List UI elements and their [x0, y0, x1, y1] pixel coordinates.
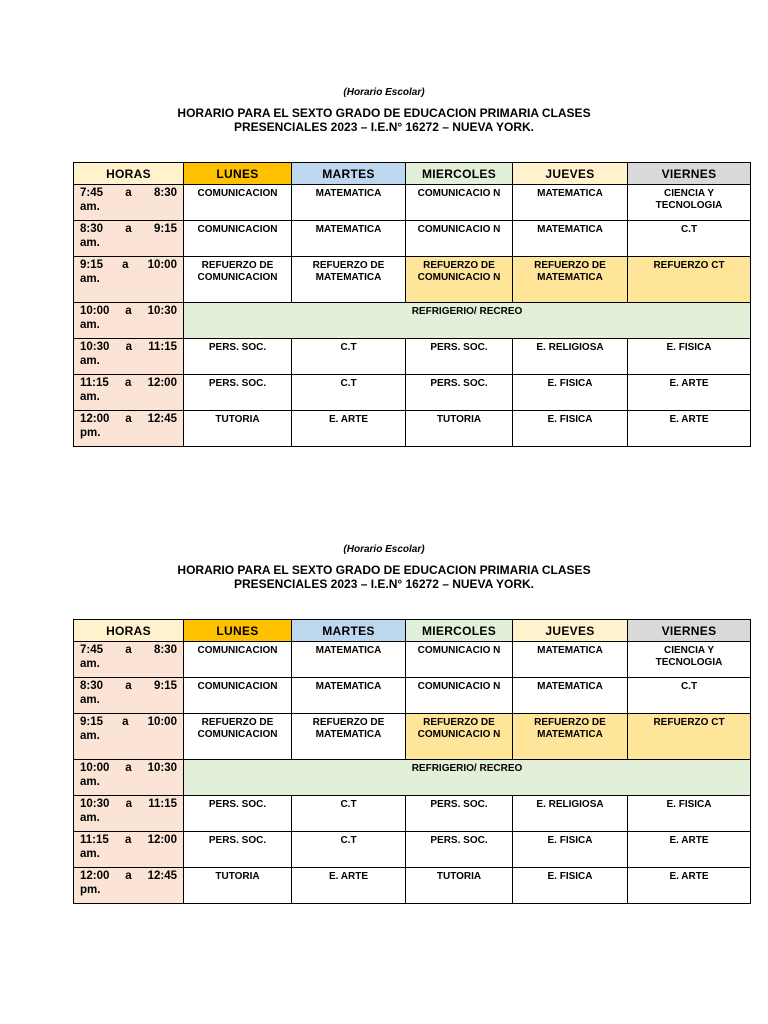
class-cell-martes: C.T: [292, 832, 406, 868]
class-cell-miercoles: REFUERZO DE COMUNICACIO N: [406, 257, 513, 303]
time-suffix: am.: [80, 658, 100, 670]
class-cell-martes: C.T: [292, 796, 406, 832]
schedule-table: [73, 619, 751, 904]
class-cell-miercoles: PERS. SOC.: [406, 375, 513, 411]
time-start: 10:30: [80, 341, 110, 353]
table-row: [74, 303, 751, 339]
class-cell-miercoles: TUTORIA: [406, 868, 513, 904]
class-cell-viernes: REFUERZO CT: [628, 714, 751, 760]
table-row: [74, 714, 751, 760]
time-end: 12:00: [147, 834, 177, 846]
class-cell-jueves: E. FISICA: [513, 832, 628, 868]
time-separator: a: [125, 187, 132, 199]
table-row: [74, 760, 751, 796]
class-cell-viernes: E. FISICA: [628, 796, 751, 832]
class-cell-jueves: E. RELIGIOSA: [513, 339, 628, 375]
time-end: 11:15: [148, 341, 177, 353]
header-martes: MARTES: [292, 163, 406, 185]
class-cell-miercoles: TUTORIA: [406, 411, 513, 447]
time-slot: [74, 832, 184, 868]
time-slot: [74, 221, 184, 257]
table-row: [74, 832, 751, 868]
break-cell: REFRIGERIO/ RECREO: [184, 303, 751, 339]
header-horas: HORAS: [74, 620, 184, 642]
class-cell-viernes: REFUERZO CT: [628, 257, 751, 303]
time-suffix: am.: [80, 848, 100, 860]
time-start: 11:15: [80, 377, 109, 389]
class-cell-jueves: REFUERZO DE MATEMATICA: [513, 257, 628, 303]
time-start: 8:30: [80, 680, 104, 692]
class-cell-martes: C.T: [292, 375, 406, 411]
class-cell-viernes: CIENCIA Y TECNOLOGIA: [628, 185, 751, 221]
table-row: [74, 221, 751, 257]
table-row: [74, 185, 751, 221]
class-cell-miercoles: PERS. SOC.: [406, 339, 513, 375]
time-end: 12:45: [147, 413, 177, 425]
time-end: 11:15: [148, 798, 177, 810]
time-slot: [74, 339, 184, 375]
class-cell-miercoles: COMUNICACIO N: [406, 221, 513, 257]
table-row: [74, 642, 751, 678]
class-cell-jueves: MATEMATICA: [513, 642, 628, 678]
class-cell-jueves: MATEMATICA: [513, 221, 628, 257]
time-end: 10:30: [147, 305, 177, 317]
class-cell-jueves: REFUERZO DE MATEMATICA: [513, 714, 628, 760]
time-slot: [74, 796, 184, 832]
schedule-title-line: HORARIO PARA EL SEXTO GRADO DE EDUCACION PRIMARIA CLASES: [177, 563, 591, 577]
time-start: 7:45: [80, 644, 104, 656]
time-suffix: am.: [80, 319, 100, 331]
header-row: [74, 163, 751, 185]
time-suffix: am.: [80, 812, 100, 824]
class-cell-martes: MATEMATICA: [292, 185, 406, 221]
class-cell-viernes: CIENCIA Y TECNOLOGIA: [628, 642, 751, 678]
time-suffix: am.: [80, 237, 100, 249]
time-end: 12:45: [147, 870, 177, 882]
schedule-title-line: PRESENCIALES 2023 – I.E.N° 16272 – NUEVA YORK.: [233, 120, 535, 134]
class-cell-lunes: COMUNICACION: [184, 678, 292, 714]
time-separator: a: [125, 305, 132, 317]
class-cell-jueves: E. RELIGIOSA: [513, 796, 628, 832]
table-row: [74, 375, 751, 411]
time-slot: [74, 375, 184, 411]
time-start: 10:30: [80, 798, 110, 810]
time-end: 12:00: [147, 377, 177, 389]
header-martes: MARTES: [292, 620, 406, 642]
class-cell-jueves: E. FISICA: [513, 868, 628, 904]
class-cell-viernes: C.T: [628, 221, 751, 257]
class-cell-martes: REFUERZO DE MATEMATICA: [292, 714, 406, 760]
schedule-block: [0, 543, 768, 896]
time-end: 9:15: [153, 223, 177, 235]
time-separator: a: [125, 413, 132, 425]
class-cell-martes: MATEMATICA: [292, 221, 406, 257]
class-cell-lunes: REFUERZO DE COMUNICACION: [184, 714, 292, 760]
header-lunes: LUNES: [184, 163, 292, 185]
class-cell-miercoles: COMUNICACIO N: [406, 642, 513, 678]
table-row: [74, 339, 751, 375]
header-miercoles: MIERCOLES: [406, 620, 513, 642]
class-cell-miercoles: REFUERZO DE COMUNICACIO N: [406, 714, 513, 760]
class-cell-martes: MATEMATICA: [292, 642, 406, 678]
schedule-title-line: HORARIO PARA EL SEXTO GRADO DE EDUCACION PRIMARIA CLASES: [177, 106, 591, 120]
time-suffix: am.: [80, 355, 100, 367]
time-slot: [74, 868, 184, 904]
header-jueves: JUEVES: [513, 620, 628, 642]
table-row: [74, 411, 751, 447]
class-cell-viernes: E. ARTE: [628, 832, 751, 868]
schedule-title: [0, 563, 768, 591]
class-cell-lunes: COMUNICACION: [184, 221, 292, 257]
time-start: 9:15: [80, 259, 104, 271]
time-separator: a: [122, 259, 129, 271]
time-suffix: am.: [80, 273, 100, 285]
time-start: 9:15: [80, 716, 104, 728]
header-viernes: VIERNES: [628, 163, 751, 185]
time-separator: a: [125, 680, 132, 692]
time-slot: [74, 760, 184, 796]
schedule-block: [0, 86, 768, 439]
class-cell-martes: C.T: [292, 339, 406, 375]
schedule-title-line: PRESENCIALES 2023 – I.E.N° 16272 – NUEVA YORK.: [233, 577, 535, 591]
time-suffix: am.: [80, 694, 100, 706]
time-slot: [74, 257, 184, 303]
time-slot: [74, 642, 184, 678]
time-separator: a: [124, 377, 132, 389]
class-cell-lunes: PERS. SOC.: [184, 339, 292, 375]
time-start: 10:00: [80, 762, 110, 774]
header-horas: HORAS: [74, 163, 184, 185]
class-cell-lunes: REFUERZO DE COMUNICACION: [184, 257, 292, 303]
class-cell-lunes: COMUNICACION: [184, 642, 292, 678]
schedule-table: [73, 162, 751, 447]
class-cell-viernes: E. ARTE: [628, 375, 751, 411]
class-cell-miercoles: COMUNICACIO N: [406, 185, 513, 221]
time-end: 10:00: [147, 259, 177, 271]
time-start: 8:30: [80, 223, 104, 235]
class-cell-viernes: E. ARTE: [628, 868, 751, 904]
table-row: [74, 678, 751, 714]
time-separator: a: [125, 870, 132, 882]
time-suffix: am.: [80, 391, 100, 403]
time-end: 8:30: [153, 187, 177, 199]
time-end: 9:15: [153, 680, 177, 692]
header-viernes: VIERNES: [628, 620, 751, 642]
time-start: 12:00: [80, 413, 110, 425]
class-cell-viernes: E. ARTE: [628, 411, 751, 447]
class-cell-lunes: PERS. SOC.: [184, 832, 292, 868]
table-row: [74, 796, 751, 832]
time-separator: a: [125, 798, 133, 810]
class-cell-lunes: TUTORIA: [184, 868, 292, 904]
header-miercoles: MIERCOLES: [406, 163, 513, 185]
time-separator: a: [125, 644, 132, 656]
schedule-subtitle: (Horario Escolar): [343, 544, 425, 555]
time-suffix: am.: [80, 776, 100, 788]
header-row: [74, 620, 751, 642]
schedule-title: [0, 106, 768, 134]
time-separator: a: [124, 834, 132, 846]
time-separator: a: [125, 762, 132, 774]
time-start: 11:15: [80, 834, 109, 846]
class-cell-lunes: COMUNICACION: [184, 185, 292, 221]
table-row: [74, 257, 751, 303]
class-cell-miercoles: PERS. SOC.: [406, 832, 513, 868]
time-slot: [74, 303, 184, 339]
schedule-subtitle: (Horario Escolar): [343, 87, 425, 98]
time-separator: a: [122, 716, 129, 728]
time-slot: [74, 678, 184, 714]
time-start: 10:00: [80, 305, 110, 317]
time-separator: a: [125, 223, 132, 235]
time-end: 8:30: [153, 644, 177, 656]
class-cell-jueves: MATEMATICA: [513, 678, 628, 714]
time-separator: a: [125, 341, 133, 353]
time-end: 10:00: [147, 716, 177, 728]
time-end: 10:30: [147, 762, 177, 774]
time-slot: [74, 714, 184, 760]
class-cell-jueves: MATEMATICA: [513, 185, 628, 221]
class-cell-martes: E. ARTE: [292, 411, 406, 447]
class-cell-martes: E. ARTE: [292, 868, 406, 904]
time-slot: [74, 185, 184, 221]
time-suffix: pm.: [80, 884, 101, 896]
time-start: 7:45: [80, 187, 104, 199]
class-cell-martes: MATEMATICA: [292, 678, 406, 714]
class-cell-miercoles: COMUNICACIO N: [406, 678, 513, 714]
time-slot: [74, 411, 184, 447]
time-suffix: am.: [80, 201, 100, 213]
header-jueves: JUEVES: [513, 163, 628, 185]
class-cell-lunes: TUTORIA: [184, 411, 292, 447]
class-cell-viernes: C.T: [628, 678, 751, 714]
class-cell-viernes: E. FISICA: [628, 339, 751, 375]
class-cell-jueves: E. FISICA: [513, 411, 628, 447]
class-cell-jueves: E. FISICA: [513, 375, 628, 411]
class-cell-lunes: PERS. SOC.: [184, 375, 292, 411]
time-start: 12:00: [80, 870, 110, 882]
class-cell-martes: REFUERZO DE MATEMATICA: [292, 257, 406, 303]
header-lunes: LUNES: [184, 620, 292, 642]
class-cell-lunes: PERS. SOC.: [184, 796, 292, 832]
time-suffix: pm.: [80, 427, 101, 439]
table-row: [74, 868, 751, 904]
break-cell: REFRIGERIO/ RECREO: [184, 760, 751, 796]
time-suffix: am.: [80, 730, 100, 742]
class-cell-miercoles: PERS. SOC.: [406, 796, 513, 832]
